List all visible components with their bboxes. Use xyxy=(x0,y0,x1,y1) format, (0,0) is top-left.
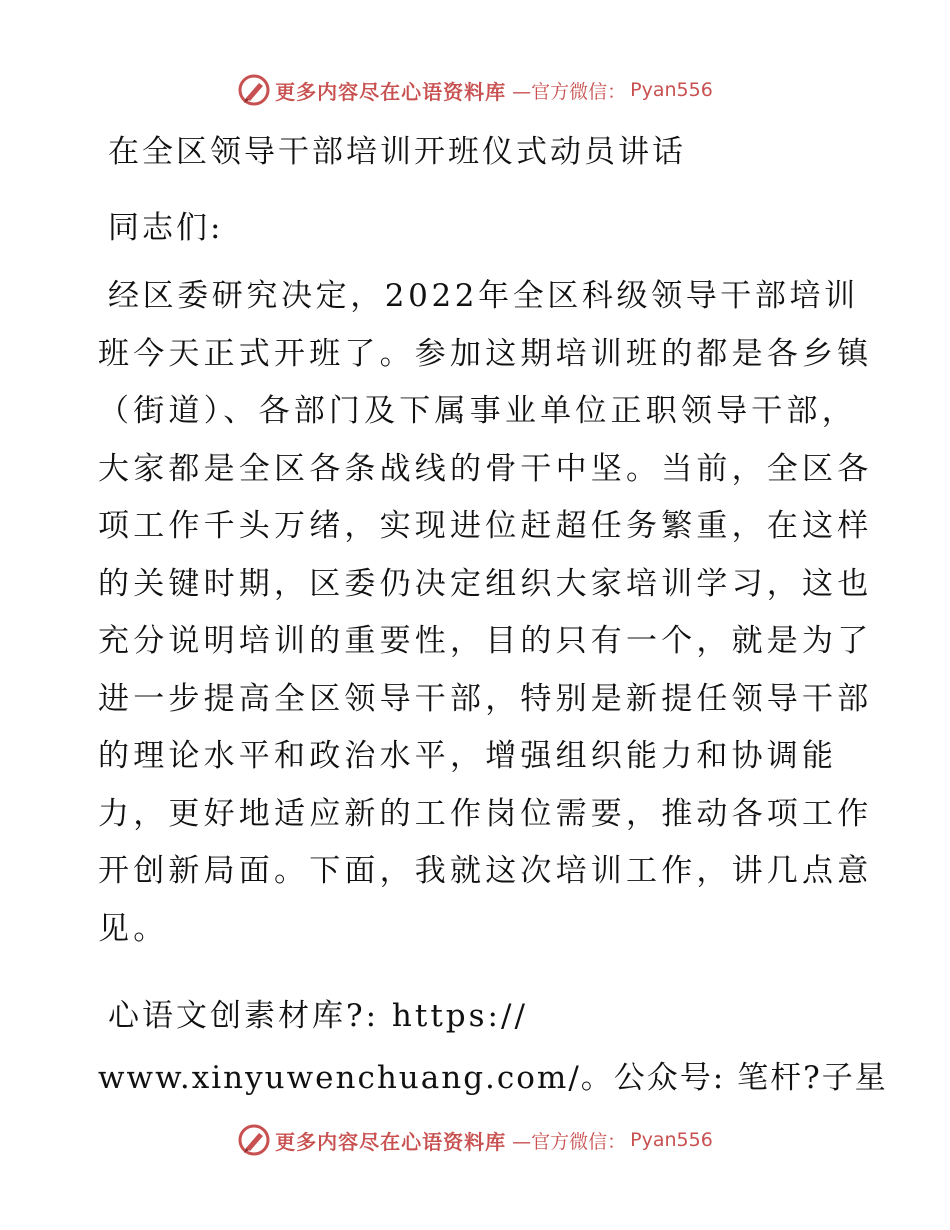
header-watermark-banner xyxy=(0,70,950,110)
banner-slogan: 更多内容尽在心语资料库 xyxy=(275,79,507,104)
banner-wechat-label: —官方微信： xyxy=(512,1130,627,1153)
document-title: 在全区领导干部培训开班仪式动员讲话 xyxy=(108,134,686,170)
source-line-1: 心语文创素材库?: https:// xyxy=(108,998,528,1034)
paragraph-line: 班今天正式开班了。参加这期培训班的都是各乡镇 xyxy=(98,335,873,372)
paragraph-line: 开创新局面。下面，我就这次培训工作，讲几点意 xyxy=(98,853,873,889)
banner-wechat-id: Pyan556 xyxy=(630,1129,713,1151)
paragraph-line: 充分说明培训的重要性，目的只有一个，就是为了 xyxy=(98,623,873,659)
paragraph-line: 力，更好地适应新的工作岗位需要，推动各项工作 xyxy=(98,795,873,832)
paragraph-line: 大家都是全区各条战线的骨干中坚。当前，全区各 xyxy=(98,450,873,487)
paragraph-line: 经区委研究决定，2022年全区科级领导干部培训 xyxy=(108,278,859,314)
footer-watermark-banner xyxy=(0,1120,950,1160)
body-paragraph xyxy=(98,274,873,964)
paragraph-line: 的关键时期，区委仍决定组织大家培训学习，这也 xyxy=(98,565,873,602)
pen-logo-icon xyxy=(237,1123,271,1157)
banner-slogan: 更多内容尽在心语资料库 xyxy=(275,1129,507,1154)
paragraph-line: 进一步提高全区领导干部，特别是新提任领导干部 xyxy=(98,680,873,717)
banner-wechat-label: —官方微信： xyxy=(512,80,627,103)
paragraph-line: 见。 xyxy=(98,910,169,947)
paragraph-line: 项工作千头万绪，实现进位赶超任务繁重，在这样 xyxy=(98,508,873,544)
salutation: 同志们: xyxy=(108,210,224,246)
source-line-2: www.xinyuwenchuang.com/。公众号: 笔杆?子星 xyxy=(98,1060,888,1096)
paragraph-line: （街道）、各部门及下属事业单位正职领导干部， xyxy=(98,393,857,429)
paragraph-line: 的理论水平和政治水平，增强组织能力和协调能 xyxy=(98,738,838,774)
pen-logo-icon xyxy=(237,73,271,107)
banner-wechat-id: Pyan556 xyxy=(630,79,713,101)
